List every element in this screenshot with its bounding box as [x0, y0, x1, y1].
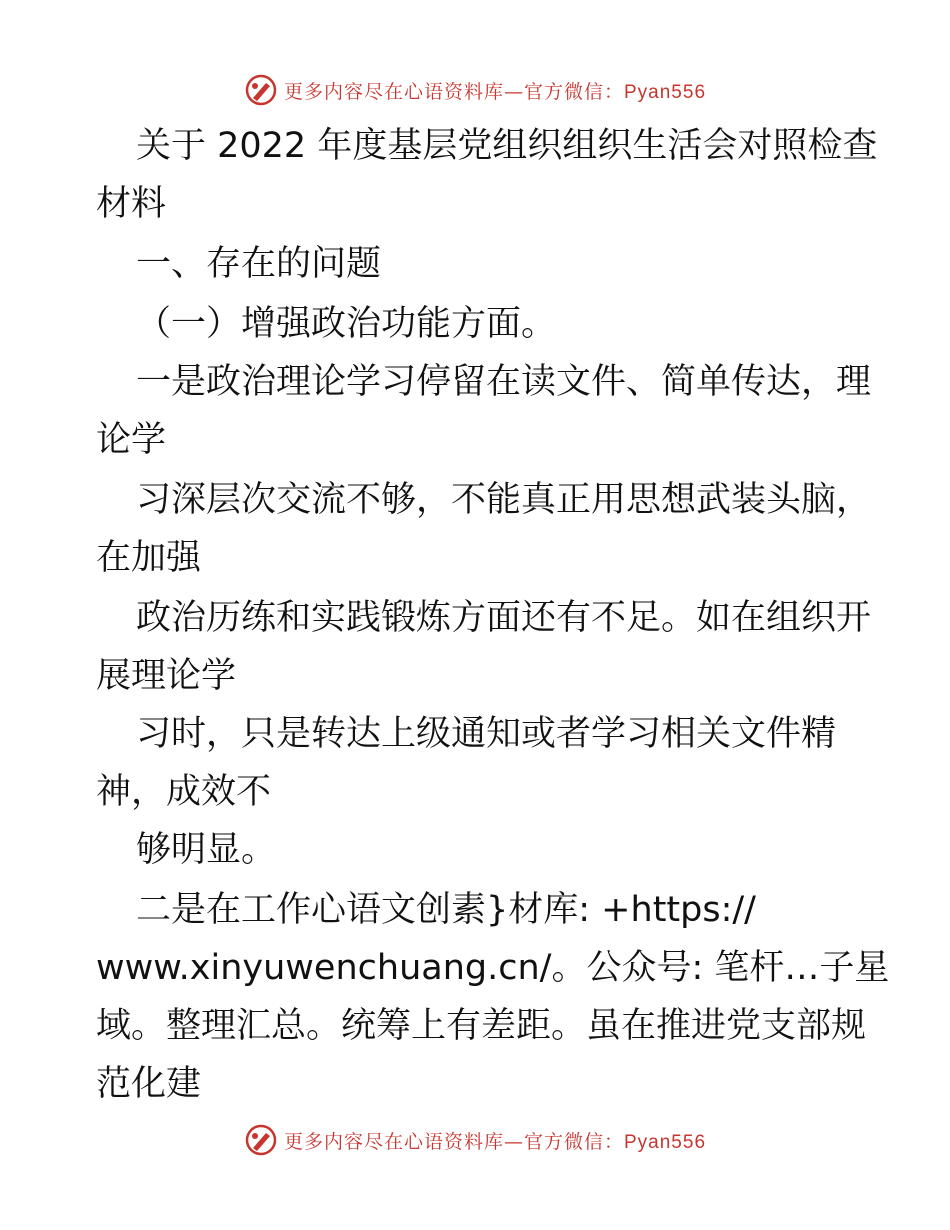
- wechat-id: Pyan556: [624, 1131, 707, 1153]
- paragraph-line: 域。整理汇总。统筹上有差距。虽在推进党支部规: [96, 1006, 867, 1046]
- subsection-heading: （一）增强政治功能方面。: [136, 304, 557, 344]
- paragraph-line: www.xinyuwenchuang.cn/。公众号: 笔杆…子星: [96, 948, 890, 988]
- paragraph-line: 够明显。: [136, 830, 277, 870]
- paragraph-line: 神，成效不: [96, 772, 272, 812]
- footer-watermark: [0, 1120, 950, 1160]
- wechat-id: Pyan556: [624, 81, 707, 103]
- paragraph-line: 一是政治理论学习停留在读文件、简单传达，理: [136, 362, 872, 402]
- paragraph-line: 在加强: [96, 538, 202, 578]
- watermark-text: 更多内容尽在心语资料库—官方微信：Pyan556: [283, 80, 707, 103]
- paragraph-line: 展理论学: [96, 656, 237, 696]
- document-title-line-2: 材料: [96, 184, 167, 224]
- paragraph-line: 范化建: [96, 1064, 202, 1104]
- paragraph-line: 政治历练和实践锻炼方面还有不足。如在组织开: [136, 598, 872, 638]
- header-watermark: [0, 70, 950, 110]
- pen-logo-icon: [244, 1123, 278, 1157]
- document-title-line-1: 关于 2022 年度基层党组织组织生活会对照检查: [136, 126, 878, 166]
- paragraph-line: 二是在工作心语文创素}材库: +https://: [136, 890, 756, 930]
- paragraph-line: 论学: [96, 420, 167, 460]
- paragraph-line: 习深层次交流不够，不能真正用思想武装头脑，: [136, 480, 872, 520]
- watermark-text: 更多内容尽在心语资料库—官方微信：Pyan556: [283, 1130, 707, 1153]
- pen-logo-icon: [244, 73, 278, 107]
- paragraph-line: 习时，只是转达上级通知或者学习相关文件精: [136, 714, 837, 754]
- section-heading: 一、存在的问题: [136, 244, 382, 284]
